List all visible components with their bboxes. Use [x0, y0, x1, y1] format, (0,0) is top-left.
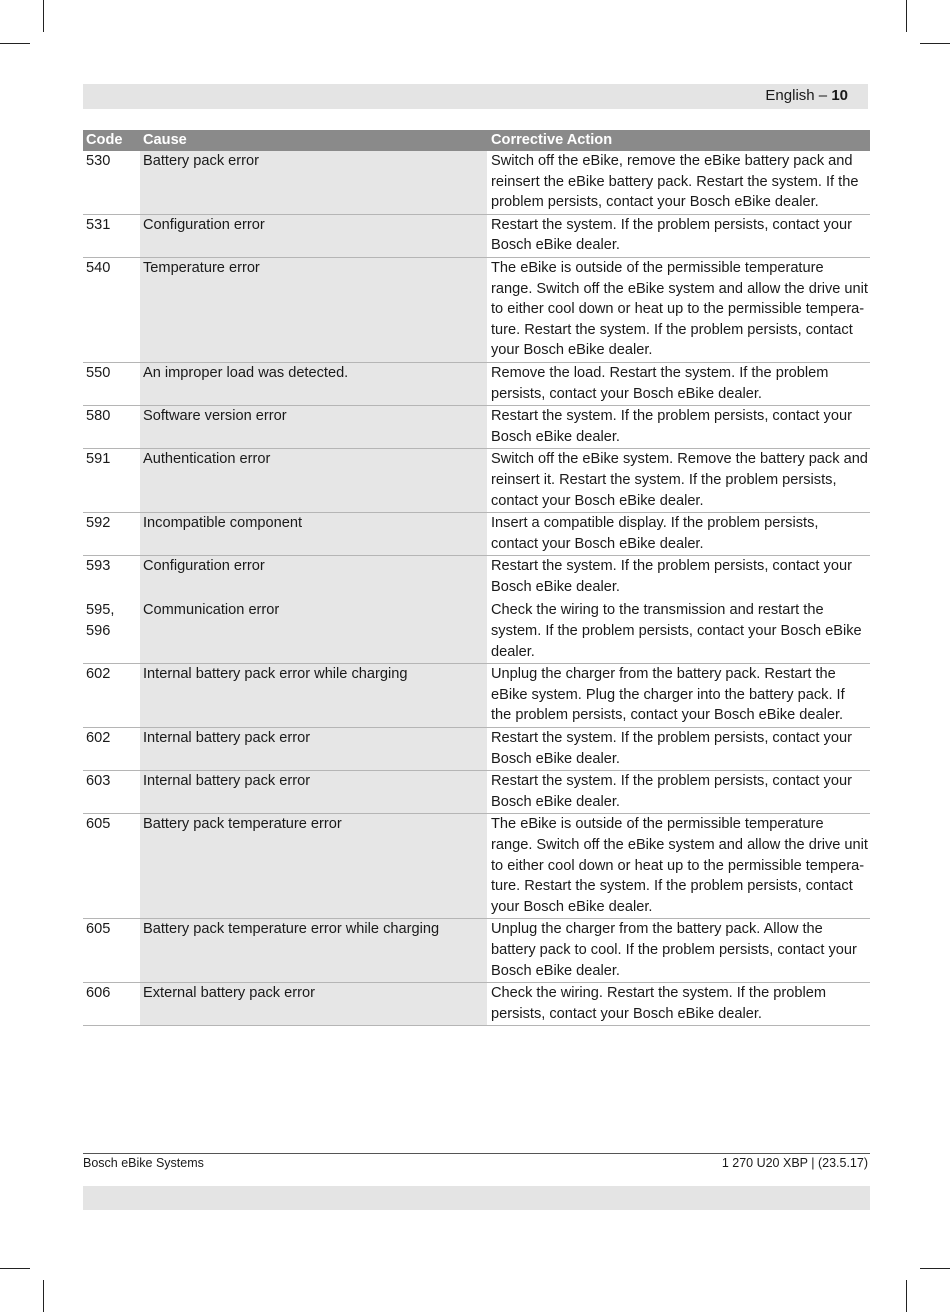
- corrective-action: Insert a compatible display. If the problem persists, contact your Bosch eBike dealer.: [487, 513, 870, 556]
- error-cause: Internal battery pack error: [140, 728, 487, 771]
- header-separator: –: [814, 87, 832, 104]
- page-header: [83, 84, 868, 109]
- page-header-text: [765, 87, 848, 104]
- error-cause: Battery pack temperature error: [140, 814, 487, 919]
- table-row: [83, 257, 870, 362]
- error-code: 602: [83, 728, 140, 771]
- header-language: English: [765, 87, 815, 104]
- column-header-code: Code: [83, 130, 140, 151]
- error-code: 580: [83, 406, 140, 449]
- error-code: 595, 596: [83, 598, 140, 663]
- error-cause: External battery pack error: [140, 983, 487, 1026]
- error-cause: Incompatible component: [140, 513, 487, 556]
- page-number: 10: [831, 87, 848, 104]
- crop-mark: [906, 1280, 907, 1312]
- crop-mark: [906, 0, 907, 32]
- table-row: [83, 919, 870, 983]
- error-code: 602: [83, 664, 140, 728]
- error-code: 605: [83, 919, 140, 983]
- crop-mark: [920, 1268, 950, 1269]
- error-code: 531: [83, 214, 140, 257]
- error-cause: Temperature error: [140, 257, 487, 362]
- table-row: [83, 598, 870, 663]
- corrective-action: Restart the system. If the problem persists, contact your Bosch eBike dealer.: [487, 771, 870, 814]
- crop-mark: [0, 1268, 30, 1269]
- error-code: 606: [83, 983, 140, 1026]
- corrective-action: Unplug the charger from the battery pack. Allow the battery pack to cool. If the problem persists, contact your Bosch eBike dealer.: [487, 919, 870, 983]
- column-header-cause: Cause: [140, 130, 487, 151]
- error-cause: Battery pack temperature error while charging: [140, 919, 487, 983]
- error-code-table: [83, 130, 870, 1026]
- table-row: [83, 362, 870, 405]
- table-row: [83, 449, 870, 513]
- error-cause: Communication error: [140, 598, 487, 663]
- error-cause: An improper load was detected.: [140, 362, 487, 405]
- crop-mark: [43, 1280, 44, 1312]
- table-row: [83, 814, 870, 919]
- table-row: [83, 513, 870, 556]
- corrective-action: Switch off the eBike system. Remove the battery pack and reinsert it. Restart the system. If the problem persists, contact your Bosch eBike dealer.: [487, 449, 870, 513]
- table-row: [83, 151, 870, 214]
- crop-mark: [920, 43, 950, 44]
- corrective-action: Check the wiring to the transmission and restart the system. If the problem persists, contact your Bosch eBike dealer.: [487, 598, 870, 663]
- error-cause: Internal battery pack error while charging: [140, 664, 487, 728]
- error-cause: Configuration error: [140, 214, 487, 257]
- corrective-action: Restart the system. If the problem persists, contact your Bosch eBike dealer.: [487, 406, 870, 449]
- corrective-action: Check the wiring. Restart the system. If the problem persists, contact your Bosch eBike dealer.: [487, 983, 870, 1026]
- corrective-action: Restart the system. If the problem persists, contact your Bosch eBike dealer.: [491, 558, 852, 595]
- table-row: [83, 214, 870, 257]
- corrective-action: Remove the load. Restart the system. If the problem persists, contact your Bosch eBike dealer.: [487, 362, 870, 405]
- footer-divider: [83, 1153, 870, 1154]
- table-row: [83, 556, 870, 599]
- footer-band: [83, 1186, 870, 1210]
- error-code: 540: [83, 257, 140, 362]
- error-code: 593: [86, 558, 111, 575]
- crop-mark: [0, 43, 30, 44]
- error-code: 550: [83, 362, 140, 405]
- corrective-action: The eBike is outside of the permissible temperature range. Switch off the eBike system and allow the drive unit to either cool down or heat up to the permissible tempera-ture. Restart the system. If the problem persists, contact your Bosch eBike dealer.: [487, 257, 870, 362]
- error-cause: Authentication error: [140, 449, 487, 513]
- corrective-action: Unplug the charger from the battery pack. Restart the eBike system. Plug the charger into the battery pack. If the problem persists, contact your Bosch eBike dealer.: [487, 664, 870, 728]
- error-code: 592: [83, 513, 140, 556]
- corrective-action: The eBike is outside of the permissible temperature range. Switch off the eBike system and allow the drive unit to either cool down or heat up to the permissible tempera-ture. Restart the system. If the problem persists, contact your Bosch eBike dealer.: [487, 814, 870, 919]
- error-code: 605: [83, 814, 140, 919]
- error-code: 603: [83, 771, 140, 814]
- table-row: [83, 728, 870, 771]
- column-header-action: Corrective Action: [487, 130, 870, 151]
- table-header-row: [83, 130, 870, 151]
- footer-document-id: 1 270 U20 XBP | (23.5.17): [721, 1156, 868, 1170]
- error-cause: Battery pack error: [140, 151, 487, 214]
- error-cause: Internal battery pack error: [140, 771, 487, 814]
- table-row: [83, 406, 870, 449]
- table-row: [83, 983, 870, 1026]
- table-row: [83, 771, 870, 814]
- corrective-action: Restart the system. If the problem persists, contact your Bosch eBike dealer.: [487, 728, 870, 771]
- crop-mark: [43, 0, 44, 32]
- corrective-action: Restart the system. If the problem persists, contact your Bosch eBike dealer.: [487, 214, 870, 257]
- error-cause: Configuration error: [140, 556, 487, 599]
- error-code: 530: [83, 151, 140, 214]
- table-row: [83, 664, 870, 728]
- error-code: 591: [83, 449, 140, 513]
- corrective-action: Switch off the eBike, remove the eBike battery pack and reinsert the eBike battery pack. Restart the system. If the problem persists, contact your Bosch eBike dealer.: [487, 151, 870, 214]
- footer-company: Bosch eBike Systems: [83, 1156, 204, 1170]
- error-cause: Software version error: [140, 406, 487, 449]
